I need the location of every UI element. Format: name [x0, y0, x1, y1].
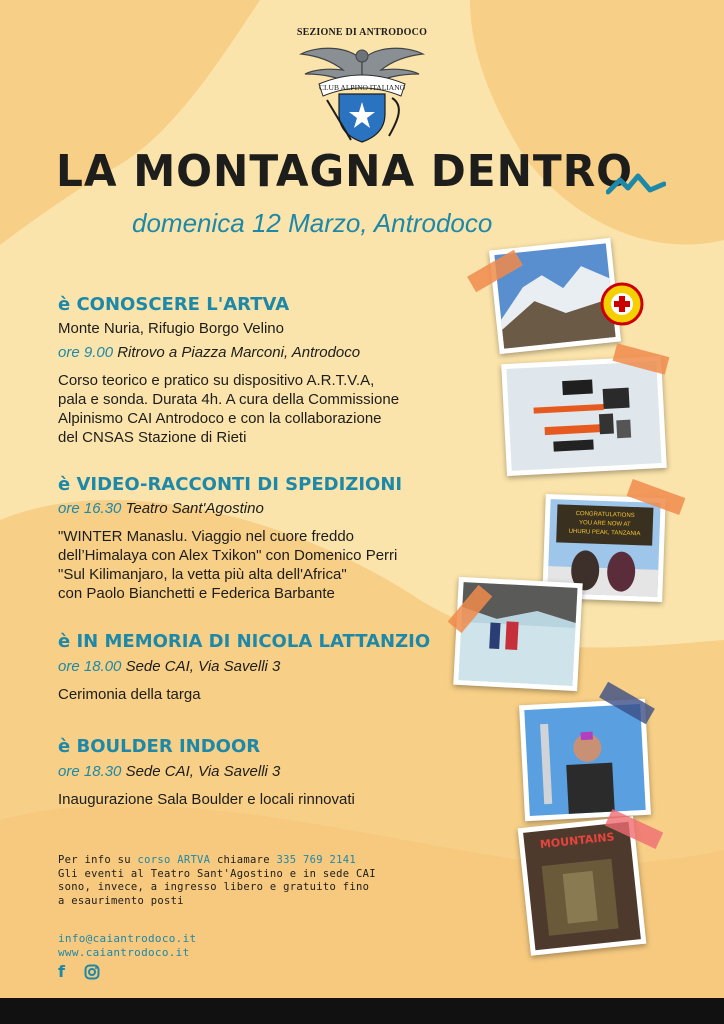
contact-website[interactable]: www.caiantrodoco.it	[58, 946, 190, 959]
desc-line: "Sul Kilimanjaro, la vetta più alta dell'Africa"	[58, 566, 347, 583]
event-place: Monte Nuria, Rifugio Borgo Velino	[58, 320, 284, 337]
page-title	[56, 146, 651, 197]
event-description	[58, 371, 399, 447]
event-time-detail: Sede CAI, Via Savelli 3	[125, 763, 281, 780]
info-block	[58, 854, 376, 908]
footer-bar	[0, 998, 724, 1024]
desc-line: con Paolo Bianchetti e Federica Barbante	[58, 585, 335, 602]
event-description: Inaugurazione Sala Boulder e locali rinnovati	[58, 791, 355, 808]
event-time-line	[58, 344, 360, 361]
info-line: a esaurimento posti	[58, 894, 184, 907]
cnsas-badge	[600, 282, 644, 326]
event-title: è CONOSCERE L'ARTVA	[58, 294, 290, 315]
info-line: Gli eventi al Teatro Sant'Agostino e in sede CAI	[58, 867, 376, 880]
photo-magazine	[518, 816, 647, 955]
desc-line: "WINTER Manaslu. Viaggio nel cuore freddo	[58, 528, 355, 545]
mountain-wave-icon	[606, 170, 666, 200]
desc-line: dell’Himalaya con Alex Txikon" con Domenico Perri	[58, 547, 398, 564]
desc-line: Corso teorico e pratico su dispositivo A.R.T.V.A,	[58, 372, 375, 389]
info-course: corso ARTVA	[137, 854, 211, 866]
info-phone[interactable]: 335 769 2141	[276, 854, 357, 866]
event-date-subtitle: domenica 12 Marzo, Antrodoco	[132, 208, 493, 238]
photo-climber	[519, 699, 651, 821]
info-line	[58, 854, 376, 868]
info-prefix: Per info su	[58, 854, 131, 866]
event-time-line	[58, 658, 280, 675]
photo-artva-equipment	[501, 356, 667, 476]
event-description: Cerimonia della targa	[58, 686, 201, 703]
event-time-line	[58, 500, 264, 517]
section-name: SEZIONE DI ANTRODOCO	[296, 27, 428, 38]
sign-line: CONGRATULATIONS	[575, 510, 635, 520]
sign-line: YOU ARE NOW AT	[578, 520, 631, 528]
magazine-title: MOUNTAINS	[539, 830, 616, 852]
event-time-detail: Teatro Sant'Agostino	[125, 500, 264, 517]
event-time: ore 18.00	[58, 658, 122, 675]
facebook-icon[interactable]	[58, 962, 65, 981]
event-time: ore 16.30	[58, 500, 122, 517]
event-title: è BOULDER INDOOR	[58, 736, 261, 757]
contact-email[interactable]: info@caiantrodoco.it	[58, 932, 197, 945]
desc-line: Alpinismo CAI Antrodoco e con la collaborazione	[58, 410, 382, 427]
event-time: ore 18.30	[58, 763, 122, 780]
event-time-detail: Sede CAI, Via Savelli 3	[125, 658, 281, 675]
logo-text: CLUB ALPINO ITALIANO	[318, 83, 406, 92]
page-title-text: LA MONTAGNA DENTRO	[56, 146, 634, 197]
desc-line: del CNSAS Stazione di Rieti	[58, 429, 247, 446]
info-call: chiamare	[216, 854, 270, 866]
info-line: sono, invece, a ingresso libero e gratuito fino	[58, 881, 370, 893]
facebook-glyph: f	[58, 962, 65, 981]
desc-line: pala e sonda. Durata 4h. A cura della Commissione	[58, 391, 400, 408]
event-title: è IN MEMORIA DI NICOLA LATTANZIO	[58, 631, 431, 652]
event-description	[58, 527, 397, 603]
instagram-icon[interactable]	[84, 964, 100, 980]
sign-line: UHURU PEAK, TANZANIA	[568, 528, 641, 538]
event-time-line	[58, 763, 280, 780]
event-title: è VIDEO-RACCONTI DI SPEDIZIONI	[58, 474, 403, 495]
event-time-detail: Ritrovo a Piazza Marconi, Antrodoco	[117, 344, 361, 361]
event-time: ore 9.00	[58, 344, 114, 361]
cai-logo	[297, 40, 427, 146]
